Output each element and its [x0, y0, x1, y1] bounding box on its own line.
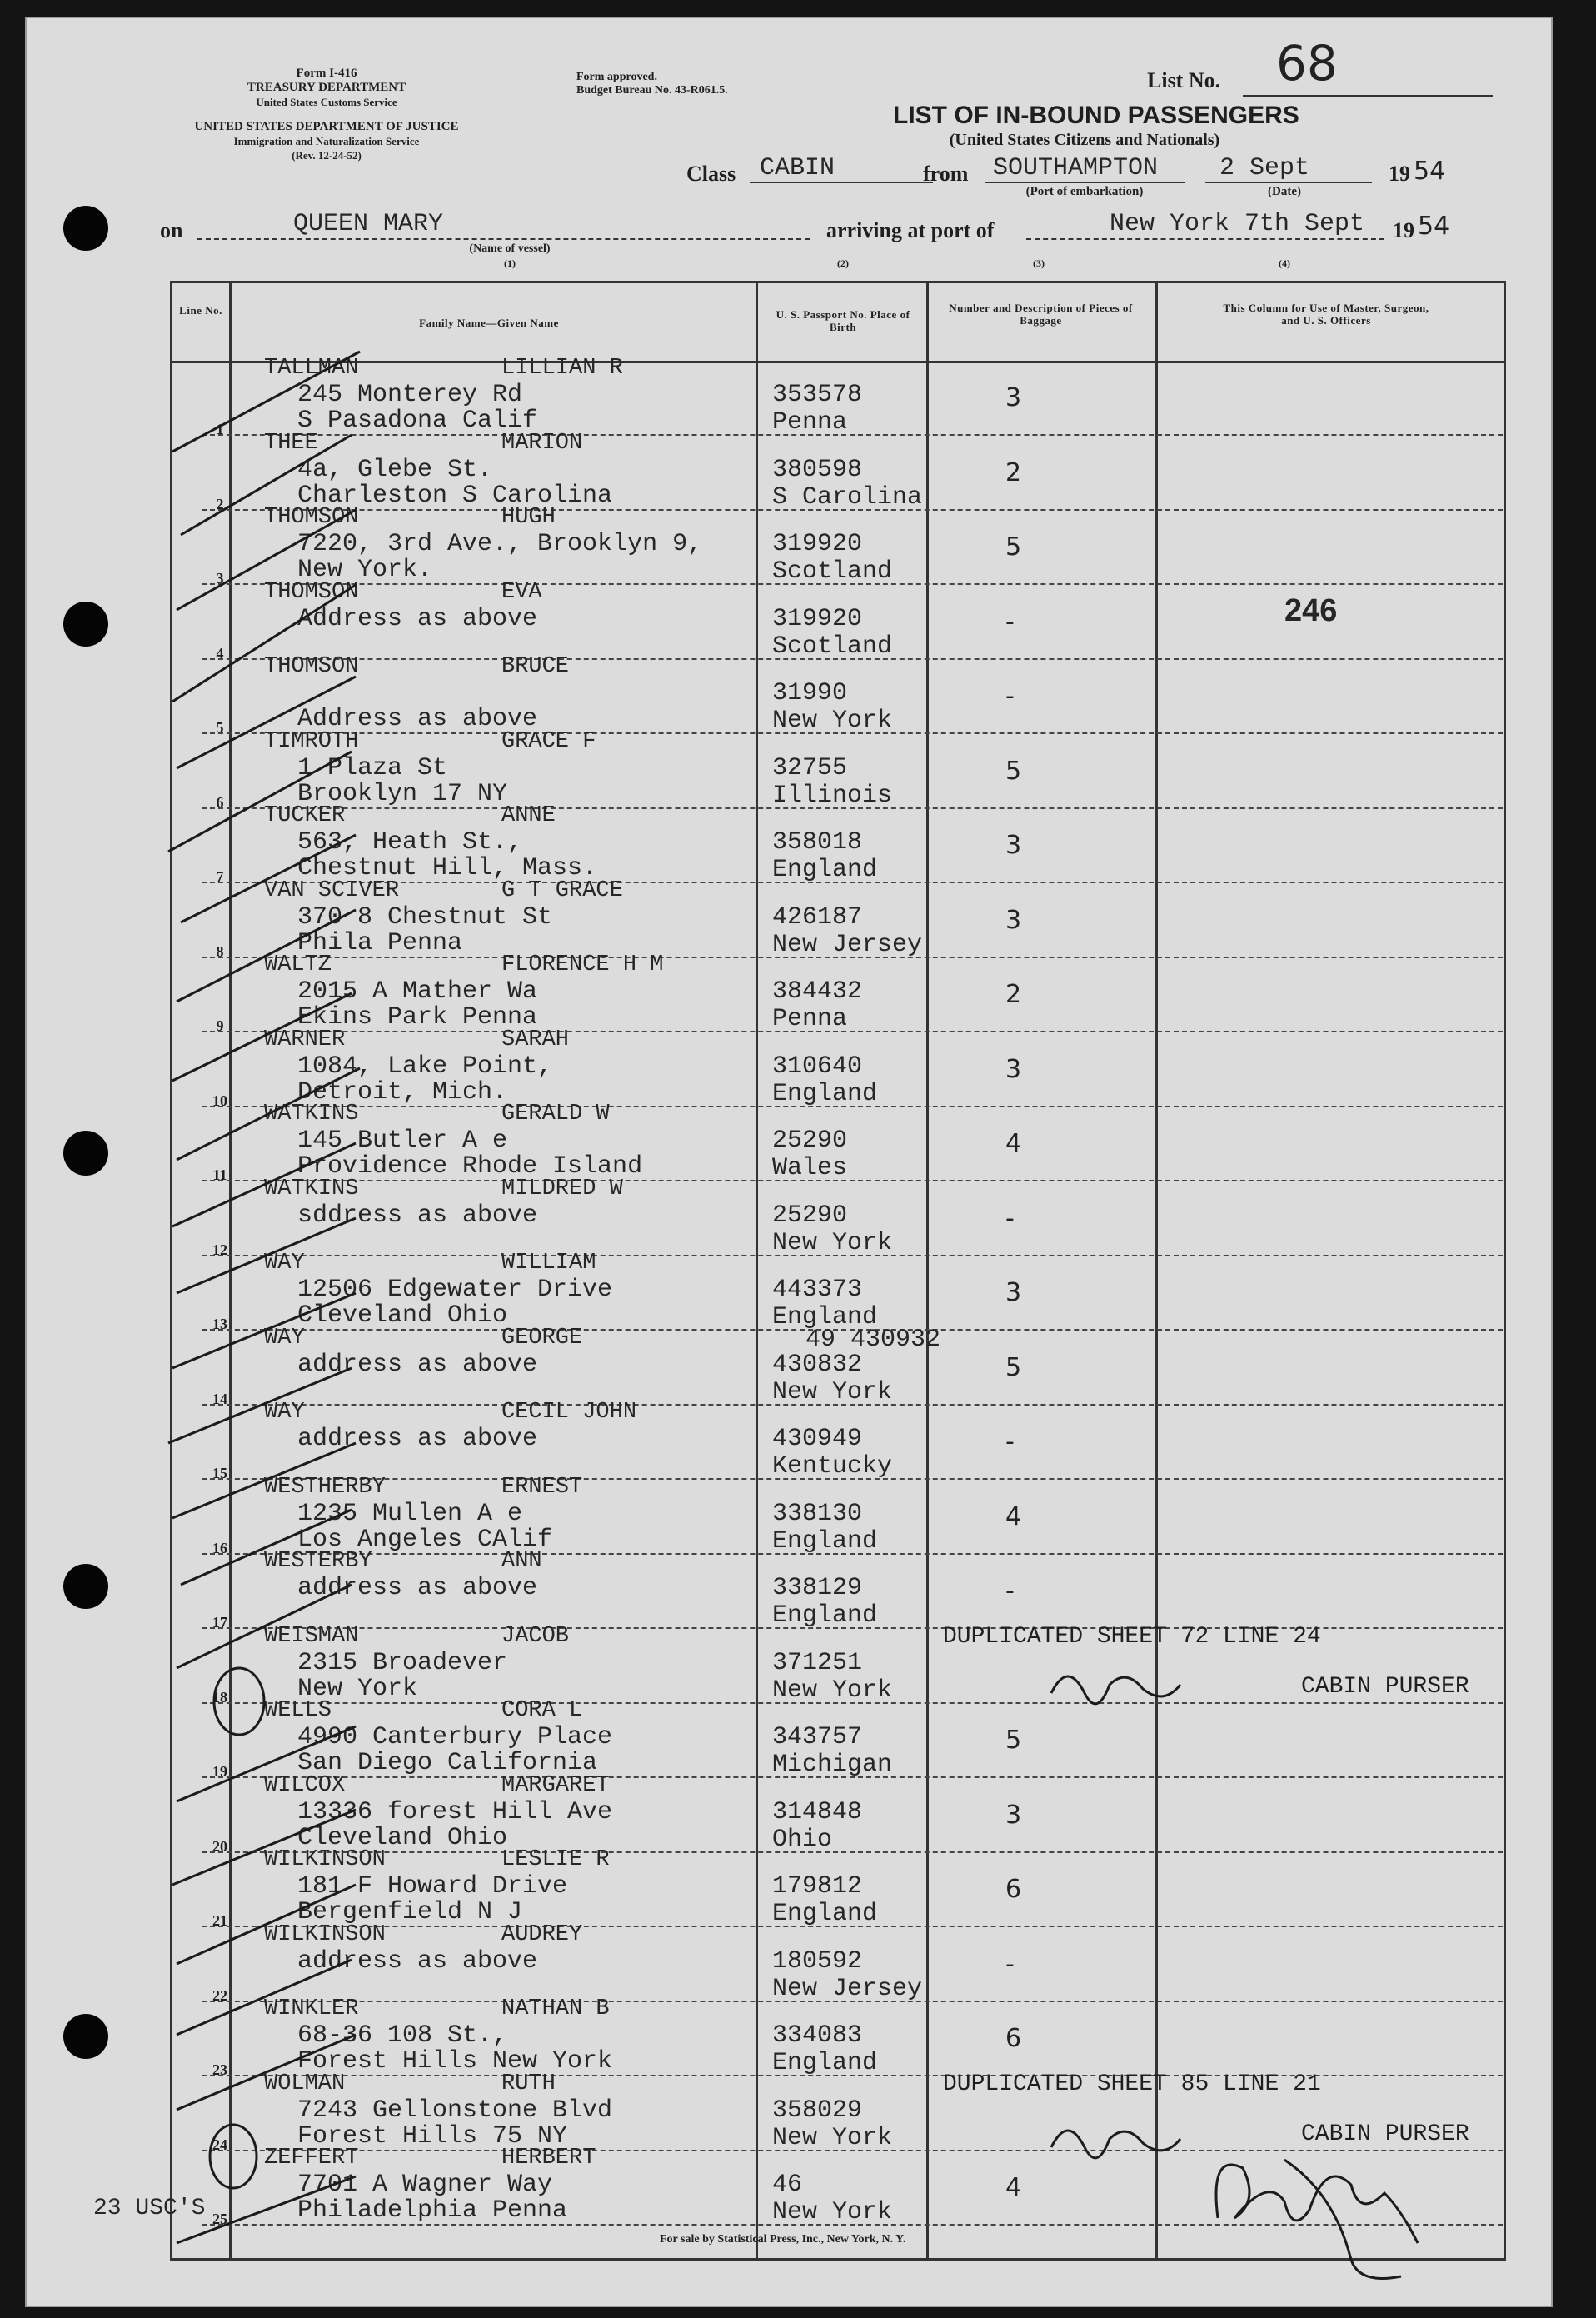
duplicated-note: DUPLICATED SHEET 85 LINE 21 — [943, 2071, 1321, 2097]
address-line-2: Philadelphia Penna — [297, 2196, 568, 2225]
purser-note: CABIN PURSER — [1301, 1673, 1469, 1700]
line-number: 18 — [212, 1688, 227, 1706]
passport-number: 443373 — [772, 1276, 863, 1304]
given-name: SARAH — [501, 1027, 570, 1052]
place-of-birth: New York — [772, 2123, 893, 2152]
place-of-birth: England — [772, 2049, 878, 2077]
form-approved: Form approved. — [576, 71, 657, 83]
on-label: on — [160, 218, 183, 242]
passport-number: 319920 — [772, 530, 863, 558]
baggage-count: - — [1005, 1576, 1015, 1606]
place-of-birth: Wales — [772, 1154, 848, 1182]
baggage-count: - — [1005, 682, 1015, 711]
family-name: WESTERBY — [264, 1549, 372, 1574]
line-number: 19 — [212, 1763, 227, 1780]
address-line-2: S Pasadona Calif — [297, 407, 538, 435]
address-line-2: Chestnut Hill, Mass. — [297, 854, 598, 882]
address-line-2: Forest Hills New York — [297, 2047, 613, 2076]
family-name: WAY — [264, 1251, 305, 1276]
address-line-1: 1084, Lake Point, — [297, 1052, 553, 1081]
form-number: Form I-416 — [296, 67, 357, 80]
passport-number: 25290 — [772, 1127, 848, 1155]
baggage-count: 4 — [1005, 1129, 1022, 1158]
address-line-2: Cleveland Ohio — [297, 1301, 508, 1330]
place-of-birth: New Jersey — [772, 1974, 923, 2003]
port-caption: (Port of embarkation) — [1025, 185, 1144, 198]
arriving-label: arriving at port of — [826, 218, 995, 242]
col-number-4: (4) — [1279, 257, 1290, 269]
place-of-birth: England — [772, 1601, 878, 1630]
ins-service: Immigration and Naturalization Service — [233, 135, 420, 147]
address-line-1: Address as above — [297, 604, 538, 633]
class-underline — [750, 182, 933, 183]
address-line-2: San Diego California — [297, 1749, 598, 1777]
address-line-2: Los Angeles CAlif — [297, 1525, 553, 1554]
header-bottom-line — [172, 361, 1504, 363]
family-name: WOLMAN — [264, 2071, 346, 2096]
date-underline — [1205, 182, 1372, 183]
line-number: 25 — [212, 2211, 227, 2227]
place-of-birth: Illinois — [772, 781, 893, 810]
family-name: WILCOX — [264, 1772, 346, 1798]
passport-number: 31990 — [772, 679, 848, 707]
passport-number: 380598 — [772, 455, 863, 484]
given-name: CORA L — [501, 1698, 583, 1723]
address-line-2: Providence Rhode Island — [297, 1152, 643, 1181]
passport-correction: 49 430932 — [805, 1325, 941, 1354]
date-value: 2 Sept — [1219, 154, 1310, 182]
place-of-birth: England — [772, 1526, 878, 1556]
given-name: GEORGE — [501, 1325, 583, 1351]
given-name: ERNEST — [501, 1474, 583, 1500]
place-of-birth: Scotland — [772, 557, 893, 586]
address-line-2: Phila Penna — [297, 928, 463, 957]
family-name: WEISMAN — [264, 1623, 359, 1649]
passport-number: 314848 — [772, 1797, 863, 1826]
family-name: WALTZ — [264, 952, 332, 977]
baggage-count: 4 — [1005, 1501, 1022, 1531]
given-name: ANNE — [501, 803, 556, 828]
line-number: 11 — [212, 1166, 227, 1183]
line-number: 2 — [216, 495, 224, 512]
family-name: WAY — [264, 1325, 305, 1351]
given-name: RUTH — [501, 2071, 556, 2096]
customs-service: United States Customs Service — [256, 96, 397, 108]
baggage-count: 5 — [1005, 1726, 1022, 1755]
from-underline — [985, 182, 1185, 183]
place-of-birth: Scotland — [772, 632, 893, 661]
family-name: WILKINSON — [264, 1847, 386, 1872]
passport-number: 358018 — [772, 828, 863, 857]
baggage-count: 6 — [1005, 2024, 1022, 2053]
col-divider — [926, 283, 929, 2258]
arrival-port: New York 7th Sept — [1110, 210, 1365, 238]
given-name: HERBERT — [501, 2146, 596, 2171]
family-name: WESTHERBY — [264, 1474, 386, 1500]
col-number-2: (2) — [837, 257, 849, 269]
passport-number: 310640 — [772, 1052, 863, 1081]
budget-bureau: Budget Bureau No. 43-R061.5. — [576, 84, 728, 97]
line-number: 4 — [216, 644, 224, 662]
address-line-2: Forest Hills 75 NY — [297, 2121, 568, 2151]
passport-number: 384432 — [772, 977, 863, 1006]
header-line-no: Line No. — [179, 304, 222, 317]
line-number: 22 — [212, 1986, 227, 2004]
address-line-1: address as above — [297, 1425, 538, 1453]
address-line-1: 7701 A Wagner Way — [297, 2171, 553, 2199]
baggage-count: 4 — [1005, 2173, 1022, 2202]
officer-stamp-246: 246 — [1284, 593, 1338, 628]
line-number: 24 — [212, 2136, 227, 2153]
vessel-name: QUEEN MARY — [293, 210, 444, 238]
family-name: WATKINS — [264, 1102, 359, 1127]
place-of-birth: New York — [772, 1377, 893, 1406]
place-of-birth: England — [772, 856, 878, 884]
line-number: 1 — [216, 421, 224, 437]
line-number: 15 — [212, 1465, 227, 1481]
list-no-underline — [1243, 95, 1493, 97]
passport-number: 353578 — [772, 381, 863, 409]
col-number-1: (1) — [504, 257, 516, 269]
line-number: 14 — [212, 1390, 227, 1407]
address-line-2: Brooklyn 17 NY — [297, 779, 508, 808]
treasury-dept: TREASURY DEPARTMENT — [247, 81, 406, 94]
place-of-birth: Michigan — [772, 1751, 893, 1779]
place-of-birth: England — [772, 1303, 878, 1331]
family-name: WARNER — [264, 1027, 346, 1052]
place-of-birth: Kentucky — [772, 1452, 893, 1481]
line-number: 16 — [212, 1539, 227, 1556]
given-name: EVA — [501, 579, 542, 605]
arrival-underline — [1026, 238, 1384, 240]
address-line-1: 4990 Canterbury Place — [297, 1723, 613, 1751]
class-label: Class — [686, 162, 736, 186]
passport-number: 430832 — [772, 1350, 863, 1379]
place-of-birth: Penna — [772, 408, 848, 437]
family-name: ZEFFERT — [264, 2146, 359, 2171]
given-name: NATHAN B — [501, 1996, 610, 2021]
line-number: 13 — [212, 1316, 227, 1332]
address-line-1: 4a, Glebe St. — [297, 455, 493, 484]
address-line-1: 7243 Gellonstone Blvd — [297, 2096, 613, 2125]
address-line-1: 13336 forest Hill Ave — [297, 1797, 613, 1826]
given-name: MARGARET — [501, 1772, 610, 1798]
duplicated-note: DUPLICATED SHEET 72 LINE 24 — [943, 1623, 1321, 1650]
passport-number: 343757 — [772, 1723, 863, 1751]
vessel-caption: (Name of vessel) — [469, 242, 551, 255]
year-suffix-1: 54 — [1414, 157, 1446, 186]
header-name: Family Name—Given Name — [419, 317, 559, 329]
address-line-1: 370 8 Chestnut St — [297, 902, 553, 932]
year-prefix-1: 19 — [1389, 162, 1410, 186]
baggage-count: 2 — [1005, 457, 1022, 487]
line-number: 21 — [212, 1912, 227, 1929]
given-name: JACOB — [501, 1623, 570, 1649]
line-number: 9 — [216, 1017, 224, 1034]
place-of-birth: England — [772, 1900, 878, 1928]
baggage-count: 2 — [1005, 980, 1022, 1009]
address-line-1: 245 Monterey Rd — [297, 381, 523, 409]
passport-number: 430949 — [772, 1425, 863, 1453]
place-of-birth: New York — [772, 2198, 893, 2226]
revision: (Rev. 12-24-52) — [292, 149, 362, 162]
address-line-2: Cleveland Ohio — [297, 1823, 508, 1852]
vessel-underline — [197, 238, 810, 240]
page-title: LIST OF IN-BOUND PASSENGERS — [893, 102, 1299, 129]
given-name: AUDREY — [501, 1921, 583, 1947]
baggage-count: 6 — [1005, 1875, 1022, 1904]
address-line-1: 145 Butler A e — [297, 1127, 508, 1155]
address-line-1: sddress as above — [297, 1201, 538, 1230]
family-name: TUCKER — [264, 803, 346, 828]
class-value: CABIN — [760, 154, 835, 182]
date-caption: (Date) — [1268, 185, 1301, 198]
line-number: 5 — [216, 719, 224, 736]
line-number: 10 — [212, 1092, 227, 1109]
place-of-birth: Ohio — [772, 1825, 833, 1854]
printer-footer: For sale by Statistical Press, Inc., New York, N. Y. — [660, 2233, 906, 2246]
place-of-birth: New York — [772, 707, 893, 735]
passport-number: 426187 — [772, 902, 863, 932]
address-line-1: 2015 A Mather Wa — [297, 977, 538, 1006]
margin-note: 23 USC'S — [93, 2196, 206, 2221]
place-of-birth: S Carolina — [772, 482, 923, 512]
header-passport: U. S. Passport No. Place of Birth — [776, 308, 910, 333]
family-name: TIMROTH — [264, 728, 359, 754]
baggage-count: 3 — [1005, 905, 1022, 935]
family-name: WELLS — [264, 1698, 332, 1723]
address-line-2: Charleston S Carolina — [297, 481, 613, 510]
passport-number: 358029 — [772, 2096, 863, 2125]
address-line-2: Ekins Park Penna — [297, 1003, 538, 1032]
line-number: 7 — [216, 868, 224, 885]
given-name: GERALD W — [501, 1102, 610, 1127]
baggage-count: 3 — [1005, 1278, 1022, 1307]
family-name: THEE — [264, 430, 318, 456]
address-line-1: 1 Plaza St — [297, 753, 448, 782]
passport-number: 319920 — [772, 604, 863, 633]
passport-number: 180592 — [772, 1946, 863, 1976]
address-line-1: 563, Heath St., — [297, 828, 523, 857]
address-line-1: address as above — [297, 1946, 538, 1976]
line-number: 6 — [216, 793, 224, 811]
line-number: 8 — [216, 942, 224, 960]
family-name: WAY — [264, 1400, 305, 1425]
justice-dept: UNITED STATES DEPARTMENT OF JUSTICE — [194, 120, 459, 133]
baggage-count: 3 — [1005, 383, 1022, 412]
given-name: ANN — [501, 1549, 542, 1574]
place-of-birth: New York — [772, 1676, 893, 1705]
family-name: VAN SCIVER — [264, 877, 400, 903]
line-number: 3 — [216, 570, 224, 587]
address-line-1: 1235 Mullen A e — [297, 1499, 523, 1528]
place-of-birth: New Jersey — [772, 930, 923, 959]
family-name: THOMSON — [264, 654, 359, 679]
place-of-birth: New York — [772, 1228, 893, 1257]
punch-hole — [63, 602, 108, 647]
given-name: BRUCE — [501, 654, 570, 679]
address-line-2: Address as above — [297, 705, 538, 733]
year-prefix-2: 19 — [1393, 218, 1414, 242]
line-number: 17 — [212, 1614, 227, 1631]
col-number-3: (3) — [1033, 257, 1045, 269]
line-number: 23 — [212, 2061, 227, 2078]
address-line-1: address as above — [297, 1574, 538, 1602]
baggage-count: 3 — [1005, 1800, 1022, 1830]
family-name: THOMSON — [264, 505, 359, 530]
given-name: G T GRACE — [501, 877, 623, 903]
passport-number: 338129 — [772, 1574, 863, 1602]
passport-number: 338130 — [772, 1499, 863, 1528]
address-line-2: Bergenfield N J — [297, 1898, 523, 1926]
address-line-1: 7220, 3rd Ave., Brooklyn 9, — [297, 530, 703, 558]
address-line-2: Detroit, Mich. — [297, 1077, 508, 1107]
baggage-count: 5 — [1005, 532, 1022, 562]
col-divider — [1155, 283, 1158, 2258]
baggage-count: - — [1005, 1203, 1015, 1233]
baggage-count: - — [1005, 607, 1015, 637]
list-no-value: 68 — [1276, 35, 1338, 92]
given-name: LESLIE R — [501, 1847, 610, 1872]
col-divider — [756, 283, 758, 2258]
address-line-2: New York. — [297, 556, 433, 584]
baggage-count: 3 — [1005, 1054, 1022, 1084]
passport-number: 371251 — [772, 1648, 863, 1677]
address-line-1: 68-36 108 St., — [297, 2021, 508, 2050]
from-label: from — [923, 162, 969, 186]
list-no-label: List No. — [1147, 68, 1221, 92]
place-of-birth: England — [772, 1079, 878, 1108]
passport-number: 25290 — [772, 1201, 848, 1230]
punch-hole — [63, 2014, 108, 2059]
given-name: FLORENCE H M — [501, 952, 664, 977]
page-subtitle: (United States Citizens and Nationals) — [949, 131, 1220, 149]
line-number: 20 — [212, 1837, 227, 1855]
line-number: 12 — [212, 1241, 227, 1258]
given-name: WILLIAM — [501, 1251, 596, 1276]
place-of-birth: Penna — [772, 1005, 848, 1033]
header-baggage: Number and Description of Pieces of Baggage — [949, 302, 1133, 327]
given-name: MILDRED W — [501, 1176, 623, 1201]
address-line-2: New York — [297, 1674, 418, 1703]
punch-hole — [63, 1131, 108, 1176]
punch-hole — [63, 206, 108, 251]
baggage-count: 5 — [1005, 756, 1022, 786]
baggage-count: - — [1005, 1949, 1015, 1979]
given-name: GRACE F — [501, 728, 596, 754]
address-line-1: 2315 Broadever — [297, 1648, 508, 1677]
passport-number: 46 — [772, 2171, 803, 2199]
family-name: THOMSON — [264, 579, 359, 605]
family-name: WATKINS — [264, 1176, 359, 1201]
address-line-1: 12506 Edgewater Drive — [297, 1276, 613, 1304]
given-name: MARION — [501, 430, 583, 456]
from-value: SOUTHAMPTON — [993, 154, 1159, 182]
passport-number: 334083 — [772, 2021, 863, 2050]
family-name: TALLMAN — [264, 356, 359, 381]
header-officers: This Column for Use of Master, Surgeon, and U. S. Officers — [1223, 302, 1429, 327]
address-line-1: address as above — [297, 1350, 538, 1379]
given-name: HUGH — [501, 505, 556, 530]
punch-hole — [63, 1564, 108, 1609]
passport-number: 32755 — [772, 753, 848, 782]
address-line-1: 181 F Howard Drive — [297, 1872, 568, 1901]
baggage-count: 3 — [1005, 831, 1022, 860]
family-name: WINKLER — [264, 1996, 359, 2021]
passport-number: 179812 — [772, 1872, 863, 1901]
baggage-count: 5 — [1005, 1352, 1022, 1382]
purser-note: CABIN PURSER — [1301, 2121, 1469, 2147]
given-name: LILLIAN R — [501, 356, 623, 381]
baggage-count: - — [1005, 1427, 1015, 1456]
family-name: WILKINSON — [264, 1921, 386, 1947]
given-name: CECIL JOHN — [501, 1400, 637, 1425]
document-page — [25, 17, 1553, 2307]
year-suffix-2: 54 — [1418, 212, 1450, 241]
